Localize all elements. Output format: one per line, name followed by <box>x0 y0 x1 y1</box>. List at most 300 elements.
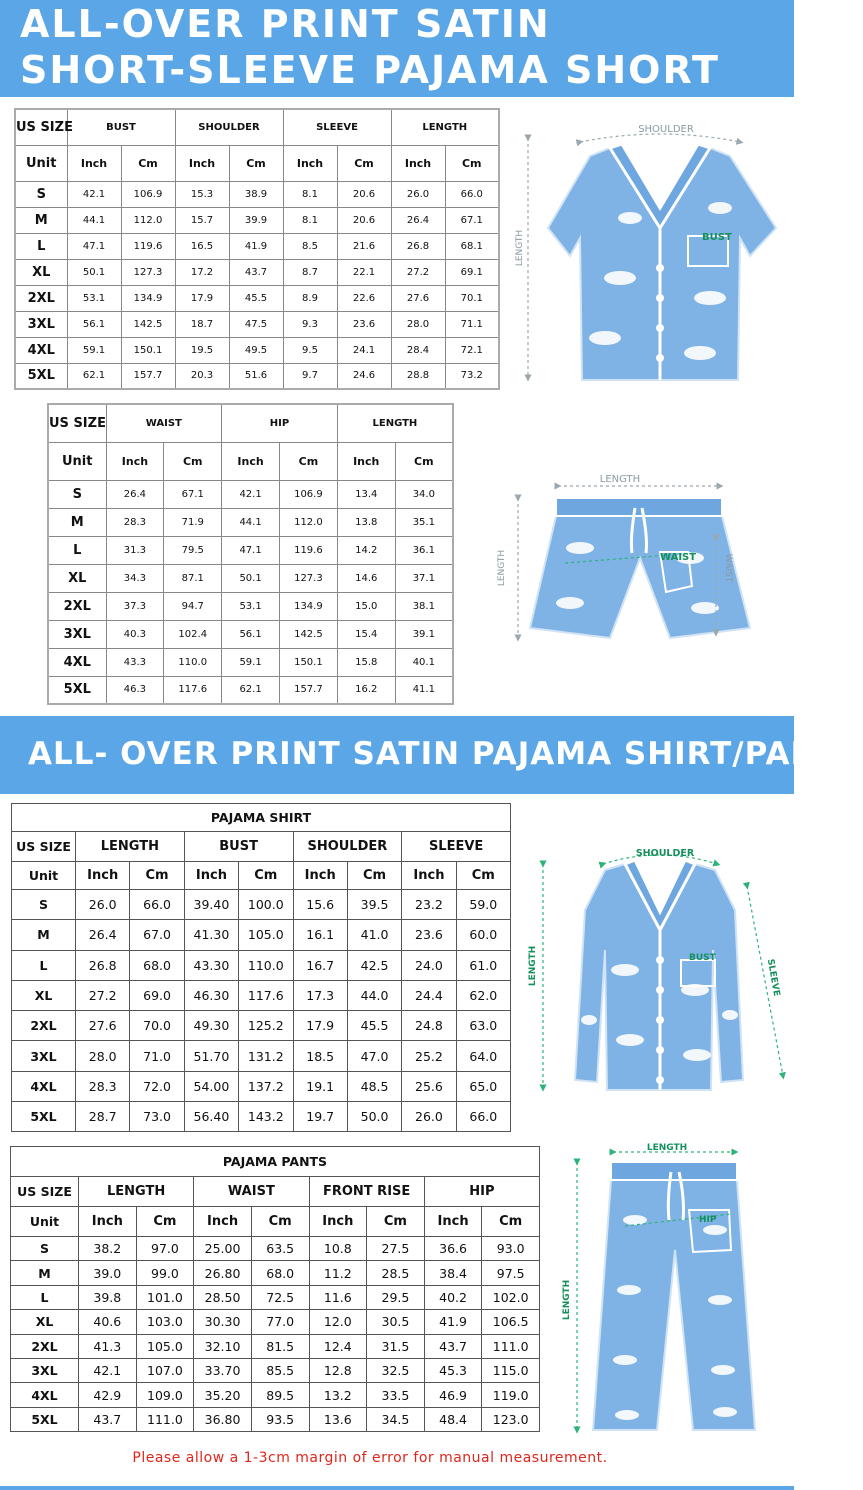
value-cell: 42.1 <box>222 480 280 508</box>
value-cell: 63.0 <box>456 1011 510 1041</box>
size-cell: 3XL <box>12 1041 76 1071</box>
value-cell: 65.0 <box>456 1071 510 1101</box>
shorts-length-label: LENGTH <box>599 474 641 485</box>
value-cell: 66.0 <box>130 890 184 920</box>
size-cell: 4XL <box>48 648 106 676</box>
value-cell: 66.0 <box>456 1102 510 1132</box>
value-cell: 157.7 <box>121 363 175 389</box>
value-cell: 125.2 <box>239 1011 293 1041</box>
unit-inch: Inch <box>194 1207 252 1237</box>
table-row <box>48 620 453 648</box>
table-row <box>12 1071 511 1101</box>
value-cell: 59.0 <box>456 890 510 920</box>
value-cell: 102.0 <box>482 1285 540 1309</box>
value-cell: 71.0 <box>130 1041 184 1071</box>
value-cell: 67.1 <box>445 207 499 233</box>
value-cell: 17.9 <box>293 1011 347 1041</box>
value-cell: 59.1 <box>222 648 280 676</box>
value-cell: 50.0 <box>347 1102 401 1132</box>
value-cell: 39.5 <box>347 890 401 920</box>
size-cell: 2XL <box>48 592 106 620</box>
value-cell: 28.0 <box>76 1041 130 1071</box>
value-cell: 35.1 <box>395 508 453 536</box>
value-cell: 26.0 <box>76 890 130 920</box>
value-cell: 42.9 <box>79 1383 137 1407</box>
hip-label: HIP <box>699 1215 717 1225</box>
size-cell: XL <box>12 980 76 1010</box>
value-cell: 89.5 <box>251 1383 309 1407</box>
table-row <box>12 980 511 1010</box>
value-cell: 42.5 <box>347 950 401 980</box>
value-cell: 142.5 <box>121 311 175 337</box>
size-cell: XL <box>11 1310 79 1334</box>
value-cell: 28.3 <box>76 1071 130 1101</box>
value-cell: 44.0 <box>347 980 401 1010</box>
value-cell: 73.0 <box>130 1102 184 1132</box>
top-banner <box>0 0 794 97</box>
value-cell: 111.0 <box>136 1407 194 1431</box>
table-row <box>15 207 499 233</box>
banner-title-line-2: SHORT-SLEEVE PAJAMA SHORT <box>20 48 720 92</box>
value-cell: 112.0 <box>121 207 175 233</box>
table-unit-row <box>12 862 511 890</box>
table-unit-row <box>48 442 453 480</box>
unit-header: Unit <box>15 145 67 181</box>
value-cell: 41.9 <box>424 1310 482 1334</box>
value-cell: 8.9 <box>283 285 337 311</box>
group-header: SHOULDER <box>175 109 283 145</box>
value-cell: 15.0 <box>337 592 395 620</box>
value-cell: 41.9 <box>229 233 283 259</box>
value-cell: 112.0 <box>279 508 337 536</box>
group-header: WAIST <box>106 404 222 442</box>
sleeve-label: SLEEVE <box>764 958 782 998</box>
value-cell: 20.3 <box>175 363 229 389</box>
value-cell: 119.6 <box>279 536 337 564</box>
value-cell: 20.6 <box>337 181 391 207</box>
value-cell: 134.9 <box>121 285 175 311</box>
value-cell: 26.0 <box>402 1102 456 1132</box>
value-cell: 23.2 <box>402 890 456 920</box>
table-caption: PAJAMA PANTS <box>11 1147 540 1177</box>
value-cell: 25.6 <box>402 1071 456 1101</box>
group-header: SLEEVE <box>283 109 391 145</box>
size-header: US SIZE <box>48 404 106 442</box>
value-cell: 102.4 <box>164 620 222 648</box>
value-cell: 68.0 <box>251 1261 309 1285</box>
banner-title-pajama-set: ALL- OVER PRINT SATIN PAJAMA SHIRT/PANTS <box>28 736 863 772</box>
value-cell: 127.3 <box>121 259 175 285</box>
value-cell: 62.1 <box>67 363 121 389</box>
value-cell: 34.3 <box>106 564 164 592</box>
mid-banner <box>0 716 863 794</box>
value-cell: 45.3 <box>424 1358 482 1382</box>
value-cell: 63.5 <box>251 1237 309 1261</box>
pajama-pants-size-table <box>10 1146 540 1432</box>
shoulder-label: SHOULDER <box>638 124 694 135</box>
value-cell: 23.6 <box>402 920 456 950</box>
size-header: US SIZE <box>11 1177 79 1207</box>
value-cell: 15.7 <box>175 207 229 233</box>
unit-header: Unit <box>12 862 76 890</box>
value-cell: 31.3 <box>106 536 164 564</box>
value-cell: 38.2 <box>79 1237 137 1261</box>
value-cell: 8.1 <box>283 207 337 233</box>
value-cell: 62.0 <box>456 980 510 1010</box>
value-cell: 150.1 <box>279 648 337 676</box>
table-row <box>11 1334 540 1358</box>
value-cell: 34.5 <box>367 1407 425 1431</box>
size-cell: 4XL <box>12 1071 76 1101</box>
value-cell: 42.1 <box>79 1358 137 1382</box>
table-row <box>11 1237 540 1261</box>
value-cell: 53.1 <box>222 592 280 620</box>
bust-label: BUST <box>702 232 732 243</box>
value-cell: 50.1 <box>222 564 280 592</box>
value-cell: 51.6 <box>229 363 283 389</box>
value-cell: 43.7 <box>424 1334 482 1358</box>
table-row <box>15 311 499 337</box>
value-cell: 8.1 <box>283 181 337 207</box>
size-cell: L <box>12 950 76 980</box>
table-header-row <box>15 109 499 145</box>
value-cell: 39.40 <box>184 890 238 920</box>
value-cell: 105.0 <box>239 920 293 950</box>
pants-length-side-label: LENGTH <box>562 1279 572 1321</box>
size-cell: S <box>48 480 106 508</box>
unit-inch: Inch <box>222 442 280 480</box>
unit-inch: Inch <box>337 442 395 480</box>
group-header: FRONT RISE <box>309 1177 424 1207</box>
group-header: LENGTH <box>337 404 453 442</box>
table-header-row <box>12 832 511 862</box>
value-cell: 77.0 <box>251 1310 309 1334</box>
value-cell: 59.1 <box>67 337 121 363</box>
value-cell: 26.0 <box>391 181 445 207</box>
value-cell: 107.0 <box>136 1358 194 1382</box>
size-cell: 3XL <box>11 1358 79 1382</box>
value-cell: 68.1 <box>445 233 499 259</box>
size-cell: XL <box>48 564 106 592</box>
value-cell: 142.5 <box>279 620 337 648</box>
value-cell: 47.5 <box>229 311 283 337</box>
size-cell: 5XL <box>12 1102 76 1132</box>
value-cell: 24.8 <box>402 1011 456 1041</box>
value-cell: 87.1 <box>164 564 222 592</box>
value-cell: 46.3 <box>106 676 164 704</box>
unit-inch: Inch <box>283 145 337 181</box>
value-cell: 150.1 <box>121 337 175 363</box>
value-cell: 40.2 <box>424 1285 482 1309</box>
value-cell: 13.2 <box>309 1383 367 1407</box>
value-cell: 24.0 <box>402 950 456 980</box>
value-cell: 39.8 <box>79 1285 137 1309</box>
value-cell: 12.0 <box>309 1310 367 1334</box>
value-cell: 26.8 <box>391 233 445 259</box>
value-cell: 19.5 <box>175 337 229 363</box>
long-sleeve-shirt-diagram <box>525 840 794 1100</box>
value-cell: 12.4 <box>309 1334 367 1358</box>
unit-inch: Inch <box>79 1207 137 1237</box>
table-caption-row <box>12 804 511 832</box>
table-header-row <box>48 404 453 442</box>
table-row <box>48 564 453 592</box>
value-cell: 38.9 <box>229 181 283 207</box>
value-cell: 117.6 <box>164 676 222 704</box>
value-cell: 26.8 <box>76 950 130 980</box>
value-cell: 32.5 <box>367 1358 425 1382</box>
table-row <box>48 536 453 564</box>
value-cell: 119.6 <box>121 233 175 259</box>
value-cell: 26.4 <box>76 920 130 950</box>
value-cell: 101.0 <box>136 1285 194 1309</box>
group-header: SHOULDER <box>293 832 402 862</box>
size-cell: 5XL <box>15 363 67 389</box>
value-cell: 45.5 <box>229 285 283 311</box>
value-cell: 32.10 <box>194 1334 252 1358</box>
value-cell: 99.0 <box>136 1261 194 1285</box>
value-cell: 35.20 <box>194 1383 252 1407</box>
value-cell: 53.1 <box>67 285 121 311</box>
size-cell: XL <box>15 259 67 285</box>
value-cell: 13.8 <box>337 508 395 536</box>
value-cell: 45.5 <box>347 1011 401 1041</box>
value-cell: 85.5 <box>251 1358 309 1382</box>
value-cell: 56.1 <box>67 311 121 337</box>
value-cell: 26.4 <box>106 480 164 508</box>
value-cell: 20.6 <box>337 207 391 233</box>
value-cell: 49.5 <box>229 337 283 363</box>
value-cell: 70.0 <box>130 1011 184 1041</box>
value-cell: 73.2 <box>445 363 499 389</box>
value-cell: 54.00 <box>184 1071 238 1101</box>
value-cell: 40.1 <box>395 648 453 676</box>
value-cell: 16.7 <box>293 950 347 980</box>
value-cell: 15.4 <box>337 620 395 648</box>
unit-inch: Inch <box>293 862 347 890</box>
value-cell: 69.1 <box>445 259 499 285</box>
value-cell: 11.6 <box>309 1285 367 1309</box>
value-cell: 72.5 <box>251 1285 309 1309</box>
size-cell: 4XL <box>11 1383 79 1407</box>
size-cell: M <box>48 508 106 536</box>
table-row <box>11 1407 540 1431</box>
value-cell: 61.0 <box>456 950 510 980</box>
table-row <box>11 1358 540 1382</box>
size-cell: L <box>11 1285 79 1309</box>
short-sleeve-shirt-diagram <box>510 108 794 393</box>
value-cell: 66.0 <box>445 181 499 207</box>
value-cell: 39.9 <box>229 207 283 233</box>
value-cell: 56.1 <box>222 620 280 648</box>
value-cell: 41.1 <box>395 676 453 704</box>
value-cell: 79.5 <box>164 536 222 564</box>
value-cell: 110.0 <box>239 950 293 980</box>
value-cell: 94.7 <box>164 592 222 620</box>
pants-length-top-label: LENGTH <box>646 1143 688 1153</box>
group-header: LENGTH <box>76 832 185 862</box>
value-cell: 17.3 <box>293 980 347 1010</box>
value-cell: 100.0 <box>239 890 293 920</box>
value-cell: 40.6 <box>79 1310 137 1334</box>
unit-cm: Cm <box>456 862 510 890</box>
value-cell: 27.2 <box>76 980 130 1010</box>
value-cell: 29.5 <box>367 1285 425 1309</box>
table-row <box>12 890 511 920</box>
value-cell: 137.2 <box>239 1071 293 1101</box>
table-unit-row <box>11 1207 540 1237</box>
value-cell: 47.1 <box>67 233 121 259</box>
group-header: HIP <box>222 404 338 442</box>
unit-cm: Cm <box>130 862 184 890</box>
value-cell: 68.0 <box>130 950 184 980</box>
value-cell: 36.1 <box>395 536 453 564</box>
value-cell: 93.0 <box>482 1237 540 1261</box>
value-cell: 71.1 <box>445 311 499 337</box>
value-cell: 47.1 <box>222 536 280 564</box>
value-cell: 36.80 <box>194 1407 252 1431</box>
size-header: US SIZE <box>15 109 67 145</box>
table-caption: PAJAMA SHIRT <box>12 804 511 832</box>
value-cell: 97.0 <box>136 1237 194 1261</box>
value-cell: 26.80 <box>194 1261 252 1285</box>
table-row <box>15 233 499 259</box>
value-cell: 39.0 <box>79 1261 137 1285</box>
size-header: US SIZE <box>12 832 76 862</box>
table-row <box>12 1102 511 1132</box>
value-cell: 134.9 <box>279 592 337 620</box>
value-cell: 17.2 <box>175 259 229 285</box>
unit-cm: Cm <box>251 1207 309 1237</box>
waist-label: WAIST <box>660 552 697 563</box>
value-cell: 11.2 <box>309 1261 367 1285</box>
length-label: LENGTH <box>515 229 525 267</box>
unit-cm: Cm <box>482 1207 540 1237</box>
shirt-body <box>548 148 776 380</box>
value-cell: 25.2 <box>402 1041 456 1071</box>
value-cell: 27.5 <box>367 1237 425 1261</box>
value-cell: 48.5 <box>347 1071 401 1101</box>
pajama-shirt-size-table <box>11 803 511 1132</box>
group-header: LENGTH <box>391 109 499 145</box>
table-row <box>48 480 453 508</box>
group-header: BUST <box>184 832 293 862</box>
value-cell: 72.0 <box>130 1071 184 1101</box>
value-cell: 16.2 <box>337 676 395 704</box>
size-cell: 3XL <box>15 311 67 337</box>
value-cell: 106.9 <box>121 181 175 207</box>
value-cell: 21.6 <box>337 233 391 259</box>
value-cell: 115.0 <box>482 1358 540 1382</box>
shorts-size-table <box>47 403 454 705</box>
value-cell: 69.0 <box>130 980 184 1010</box>
value-cell: 19.1 <box>293 1071 347 1101</box>
size-cell: 2XL <box>15 285 67 311</box>
value-cell: 9.5 <box>283 337 337 363</box>
value-cell: 24.1 <box>337 337 391 363</box>
unit-cm: Cm <box>121 145 175 181</box>
value-cell: 25.00 <box>194 1237 252 1261</box>
unit-header: Unit <box>48 442 106 480</box>
value-cell: 28.50 <box>194 1285 252 1309</box>
table-row <box>15 259 499 285</box>
value-cell: 42.1 <box>67 181 121 207</box>
value-cell: 106.9 <box>279 480 337 508</box>
value-cell: 43.3 <box>106 648 164 676</box>
shorts-side-length-label: LENGTH <box>497 549 507 587</box>
group-header: WAIST <box>194 1177 309 1207</box>
value-cell: 28.5 <box>367 1261 425 1285</box>
value-cell: 9.7 <box>283 363 337 389</box>
group-header: LENGTH <box>79 1177 194 1207</box>
value-cell: 49.30 <box>184 1011 238 1041</box>
table-row <box>48 648 453 676</box>
value-cell: 37.1 <box>395 564 453 592</box>
value-cell: 30.30 <box>194 1310 252 1334</box>
unit-cm: Cm <box>367 1207 425 1237</box>
value-cell: 157.7 <box>279 676 337 704</box>
ls-shoulder-label: SHOULDER <box>635 848 695 859</box>
group-header: HIP <box>424 1177 539 1207</box>
unit-cm: Cm <box>395 442 453 480</box>
unit-cm: Cm <box>136 1207 194 1237</box>
value-cell: 16.5 <box>175 233 229 259</box>
value-cell: 119.0 <box>482 1383 540 1407</box>
banner-title-line-1: ALL-OVER PRINT SATIN <box>20 2 551 46</box>
value-cell: 28.7 <box>76 1102 130 1132</box>
value-cell: 27.2 <box>391 259 445 285</box>
unit-cm: Cm <box>445 145 499 181</box>
table-row <box>11 1285 540 1309</box>
value-cell: 51.70 <box>184 1041 238 1071</box>
size-cell: 2XL <box>12 1011 76 1041</box>
unit-inch: Inch <box>76 862 130 890</box>
value-cell: 105.0 <box>136 1334 194 1358</box>
value-cell: 16.1 <box>293 920 347 950</box>
value-cell: 19.7 <box>293 1102 347 1132</box>
value-cell: 41.0 <box>347 920 401 950</box>
value-cell: 12.8 <box>309 1358 367 1382</box>
size-cell: S <box>11 1237 79 1261</box>
table-row <box>15 363 499 389</box>
value-cell: 27.6 <box>391 285 445 311</box>
value-cell: 24.4 <box>402 980 456 1010</box>
value-cell: 38.4 <box>424 1261 482 1285</box>
table-header-row <box>11 1177 540 1207</box>
table-row <box>15 181 499 207</box>
value-cell: 127.3 <box>279 564 337 592</box>
table-row <box>15 285 499 311</box>
value-cell: 9.3 <box>283 311 337 337</box>
value-cell: 28.4 <box>391 337 445 363</box>
value-cell: 15.6 <box>293 890 347 920</box>
size-cell: 5XL <box>11 1407 79 1431</box>
size-cell: S <box>12 890 76 920</box>
table-unit-row <box>15 145 499 181</box>
value-cell: 48.4 <box>424 1407 482 1431</box>
size-cell: 2XL <box>11 1334 79 1358</box>
value-cell: 47.0 <box>347 1041 401 1071</box>
value-cell: 27.6 <box>76 1011 130 1041</box>
value-cell: 8.7 <box>283 259 337 285</box>
size-cell: 4XL <box>15 337 67 363</box>
value-cell: 10.8 <box>309 1237 367 1261</box>
value-cell: 14.2 <box>337 536 395 564</box>
value-cell: 39.1 <box>395 620 453 648</box>
unit-cm: Cm <box>164 442 222 480</box>
unit-inch: Inch <box>424 1207 482 1237</box>
size-cell: 5XL <box>48 676 106 704</box>
